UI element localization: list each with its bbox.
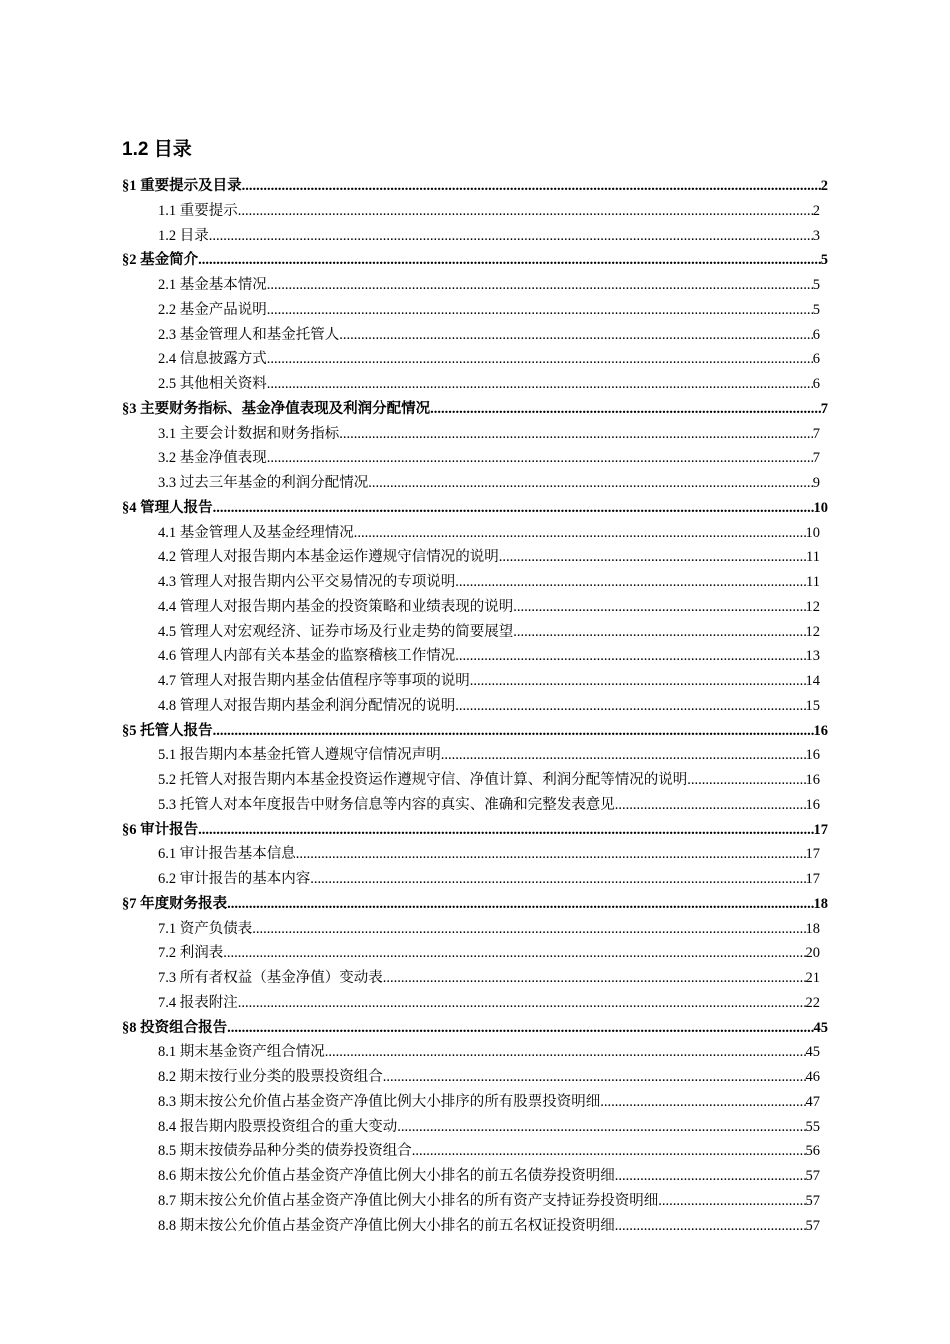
toc-entry-page-number: 17	[813, 821, 828, 838]
toc-subsection-entry[interactable]	[122, 1164, 828, 1189]
toc-entry-page-number: 46	[805, 1069, 820, 1085]
toc-subsection-entry[interactable]	[122, 1115, 828, 1140]
toc-entry-label: §7 年度财务报表	[122, 895, 228, 912]
toc-entry-page-number: 17	[805, 846, 820, 863]
toc-entry-label: 2.2 基金产品说明	[158, 301, 267, 318]
toc-entry-label: §1 重要提示及目录	[122, 178, 242, 194]
toc-entry-label: §3 主要财务指标、基金净值表现及利润分配情况	[122, 400, 431, 417]
toc-subsection-entry[interactable]	[122, 273, 828, 298]
dot-leader	[238, 199, 813, 224]
toc-entry-label: 4.4 管理人对报告期内基金的投资策略和业绩表现的说明	[158, 598, 514, 615]
toc-subsection-entry[interactable]	[122, 199, 828, 224]
toc-entry-label: 8.7 期末按公允价值占基金资产净值比例大小排名的所有资产支持证券投资明细	[158, 1192, 659, 1209]
dot-leader	[223, 941, 805, 966]
toc-entry-label: 8.2 期末按行业分类的股票投资组合	[158, 1069, 383, 1085]
toc-entry-label: 1.1 重要提示	[158, 202, 238, 219]
dot-leader	[455, 570, 806, 595]
toc-subsection-entry[interactable]	[122, 669, 828, 694]
toc-subsection-entry[interactable]	[122, 1040, 828, 1065]
toc-subsection-entry[interactable]	[122, 298, 828, 323]
table-of-contents	[122, 174, 828, 1238]
toc-entry-label: 7.4 报表附注	[158, 994, 238, 1011]
toc-entry-label: 1.2 目录	[158, 227, 209, 244]
dot-leader	[267, 273, 813, 298]
toc-section-entry[interactable]	[122, 892, 828, 917]
toc-entry-page-number: 56	[805, 1143, 820, 1160]
toc-entry-page-number: 45	[805, 1044, 820, 1061]
toc-entry-page-number: 16	[805, 747, 820, 764]
toc-entry-label: 5.1 报告期内本基金托管人遵规守信情况声明	[158, 747, 441, 764]
dot-leader	[397, 1115, 805, 1140]
toc-entry-label: 8.8 期末按公允价值占基金资产净值比例大小排名的前五名权证投资明细	[158, 1217, 615, 1234]
dot-leader	[499, 545, 806, 570]
toc-subsection-entry[interactable]	[122, 842, 828, 867]
dot-leader	[242, 174, 821, 199]
dot-leader	[455, 694, 805, 719]
dot-leader	[441, 743, 806, 768]
dot-leader	[213, 719, 814, 744]
toc-entry-page-number: 11	[806, 574, 820, 590]
toc-entry-label: 7.2 利润表	[158, 945, 224, 962]
toc-entry-label: 4.5 管理人对宏观经济、证券市场及行业走势的简要展望	[158, 623, 514, 640]
toc-entry-page-number: 18	[805, 920, 820, 937]
toc-subsection-entry[interactable]	[122, 620, 828, 645]
dot-leader	[412, 1139, 806, 1164]
toc-subsection-entry[interactable]	[122, 1090, 828, 1115]
toc-entry-page-number: 11	[806, 549, 820, 566]
toc-subsection-entry[interactable]	[122, 768, 828, 793]
toc-entry-label: 3.1 主要会计数据和财务指标	[158, 425, 340, 442]
dot-leader	[383, 1065, 806, 1090]
toc-entry-label: §5 托管人报告	[122, 722, 213, 739]
dot-leader	[198, 818, 813, 843]
toc-entry-page-number: 10	[805, 524, 820, 541]
toc-entry-label: 8.4 报告期内股票投资组合的重大变动	[158, 1118, 398, 1135]
toc-entry-label: 4.2 管理人对报告期内本基金运作遵规守信情况的说明	[158, 549, 499, 566]
toc-entry-page-number: 10	[813, 499, 828, 516]
dot-leader	[455, 644, 805, 669]
toc-subsection-entry[interactable]	[122, 372, 828, 397]
toc-subsection-entry[interactable]	[122, 1189, 828, 1214]
toc-entry-page-number: 13	[805, 648, 820, 665]
dot-leader	[213, 496, 814, 521]
toc-subsection-entry[interactable]	[122, 471, 828, 496]
toc-section-entry[interactable]	[122, 818, 828, 843]
toc-entry-page-number: 16	[805, 772, 820, 788]
toc-subsection-entry[interactable]	[122, 991, 828, 1016]
dot-leader	[430, 397, 821, 422]
toc-heading: 1.2 目录	[122, 139, 192, 160]
toc-entry-page-number: 6	[812, 326, 820, 343]
toc-section-entry[interactable]	[122, 397, 828, 422]
dot-leader	[687, 768, 805, 793]
toc-entry-page-number: 18	[813, 895, 828, 912]
toc-entry-page-number: 12	[805, 598, 820, 615]
toc-entry-page-number: 20	[805, 945, 820, 962]
toc-entry-label: 6.2 审计报告的基本内容	[158, 871, 311, 887]
toc-entry-label: 2.4 信息披露方式	[158, 351, 267, 368]
toc-entry-page-number: 17	[805, 871, 820, 887]
toc-section-entry[interactable]	[122, 174, 828, 199]
toc-entry-page-number: 5	[820, 252, 828, 269]
toc-entry-label: §8 投资组合报告	[122, 1019, 228, 1036]
toc-entry-label: 6.1 审计报告基本信息	[158, 846, 296, 863]
toc-section-entry[interactable]	[122, 248, 828, 273]
toc-subsection-entry[interactable]	[122, 1214, 828, 1239]
toc-subsection-entry[interactable]	[122, 743, 828, 768]
toc-entry-page-number: 6	[812, 351, 820, 368]
toc-entry-page-number: 5	[812, 301, 820, 318]
toc-subsection-entry[interactable]	[122, 347, 828, 372]
dot-leader	[267, 446, 813, 471]
toc-subsection-entry[interactable]	[122, 570, 828, 595]
toc-subsection-entry[interactable]	[122, 521, 828, 546]
toc-entry-label: 4.1 基金管理人及基金经理情况	[158, 524, 354, 541]
toc-entry-label: 8.1 期末基金资产组合情况	[158, 1044, 325, 1061]
dot-leader	[513, 620, 805, 645]
dot-leader	[252, 917, 805, 942]
dot-leader	[267, 372, 813, 397]
toc-subsection-entry[interactable]	[122, 644, 828, 669]
toc-entry-label: 5.3 托管人对本年度报告中财务信息等内容的真实、准确和完整发表意见	[158, 796, 615, 813]
toc-entry-page-number: 14	[805, 673, 820, 689]
toc-entry-label: 8.3 期末按公允价值占基金资产净值比例大小排序的所有股票投资明细	[158, 1093, 601, 1110]
dot-leader	[267, 298, 813, 323]
dot-leader	[615, 1214, 806, 1239]
toc-entry-label: 2.5 其他相关资料	[158, 376, 267, 392]
dot-leader	[267, 347, 813, 372]
toc-entry-page-number: 2	[820, 178, 828, 194]
toc-entry-page-number: 21	[805, 970, 820, 986]
toc-entry-page-number: 45	[813, 1019, 828, 1036]
toc-entry-page-number: 22	[805, 994, 820, 1011]
toc-subsection-entry[interactable]	[122, 595, 828, 620]
dot-leader	[339, 422, 813, 447]
toc-entry-label: §2 基金简介	[122, 252, 199, 269]
toc-entry-page-number: 2	[812, 202, 820, 219]
dot-leader	[600, 1090, 805, 1115]
toc-subsection-entry[interactable]	[122, 545, 828, 570]
toc-subsection-entry[interactable]	[122, 446, 828, 471]
dot-leader	[198, 248, 821, 273]
toc-subsection-entry[interactable]	[122, 224, 828, 249]
dot-leader	[296, 842, 806, 867]
toc-entry-label: 7.3 所有者权益（基金净值）变动表	[158, 970, 383, 986]
toc-entry-label: 3.3 过去三年基金的利润分配情况	[158, 475, 369, 491]
toc-entry-label: 2.1 基金基本情况	[158, 277, 267, 293]
toc-entry-label: 4.7 管理人对报告期内基金估值程序等事项的说明	[158, 673, 470, 689]
toc-subsection-entry[interactable]	[122, 1065, 828, 1090]
toc-entry-page-number: 7	[812, 425, 820, 442]
toc-section-entry[interactable]	[122, 496, 828, 521]
dot-leader	[615, 793, 806, 818]
toc-entry-page-number: 57	[805, 1192, 820, 1209]
toc-entry-page-number: 57	[805, 1168, 820, 1184]
toc-entry-page-number: 7	[812, 450, 820, 467]
toc-section-entry[interactable]	[122, 719, 828, 744]
toc-entry-page-number: 12	[805, 623, 820, 640]
dot-leader	[227, 892, 813, 917]
dot-leader	[658, 1189, 805, 1214]
toc-entry-label: 3.2 基金净值表现	[158, 450, 267, 467]
toc-entry-page-number: 57	[805, 1217, 820, 1234]
toc-section-entry[interactable]	[122, 1016, 828, 1041]
dot-leader	[209, 224, 813, 249]
toc-entry-label: 2.3 基金管理人和基金托管人	[158, 326, 340, 343]
toc-subsection-entry[interactable]	[122, 422, 828, 447]
toc-subsection-entry[interactable]	[122, 1139, 828, 1164]
toc-entry-page-number: 15	[805, 697, 820, 714]
toc-subsection-entry[interactable]	[122, 941, 828, 966]
dot-leader	[227, 1016, 813, 1041]
toc-subsection-entry[interactable]	[122, 694, 828, 719]
toc-entry-page-number: 5	[812, 277, 820, 293]
toc-entry-page-number: 7	[820, 400, 828, 417]
toc-entry-label: §6 审计报告	[122, 821, 199, 838]
toc-entry-label: 4.6 管理人内部有关本基金的监察稽核工作情况	[158, 648, 456, 665]
dot-leader	[310, 867, 805, 892]
toc-entry-label: 8.6 期末按公允价值占基金资产净值比例大小排名的前五名债券投资明细	[158, 1168, 615, 1184]
toc-subsection-entry[interactable]	[122, 867, 828, 892]
dot-leader	[238, 991, 806, 1016]
dot-leader	[354, 521, 806, 546]
toc-entry-label: 7.1 资产负债表	[158, 920, 253, 937]
toc-entry-page-number: 3	[812, 227, 820, 244]
dot-leader	[470, 669, 806, 694]
toc-entry-page-number: 55	[805, 1118, 820, 1135]
toc-entry-label: 4.8 管理人对报告期内基金利润分配情况的说明	[158, 697, 456, 714]
dot-leader	[615, 1164, 806, 1189]
dot-leader	[383, 966, 806, 991]
toc-subsection-entry[interactable]	[122, 793, 828, 818]
toc-entry-label: 4.3 管理人对报告期内公平交易情况的专项说明	[158, 574, 456, 590]
dot-leader	[368, 471, 813, 496]
toc-entry-label: §4 管理人报告	[122, 499, 213, 516]
toc-subsection-entry[interactable]	[122, 917, 828, 942]
dot-leader	[513, 595, 805, 620]
dot-leader	[339, 323, 813, 348]
toc-subsection-entry[interactable]	[122, 966, 828, 991]
toc-entry-page-number: 47	[805, 1093, 820, 1110]
toc-entry-page-number: 16	[805, 796, 820, 813]
toc-subsection-entry[interactable]	[122, 323, 828, 348]
toc-entry-page-number: 16	[813, 722, 828, 739]
toc-entry-label: 5.2 托管人对报告期内本基金投资运作遵规守信、净值计算、利润分配等情况的说明	[158, 772, 688, 788]
dot-leader	[325, 1040, 806, 1065]
toc-entry-page-number: 6	[812, 376, 820, 392]
toc-entry-label: 8.5 期末按债券品种分类的债券投资组合	[158, 1143, 412, 1160]
toc-entry-page-number: 9	[812, 475, 820, 491]
